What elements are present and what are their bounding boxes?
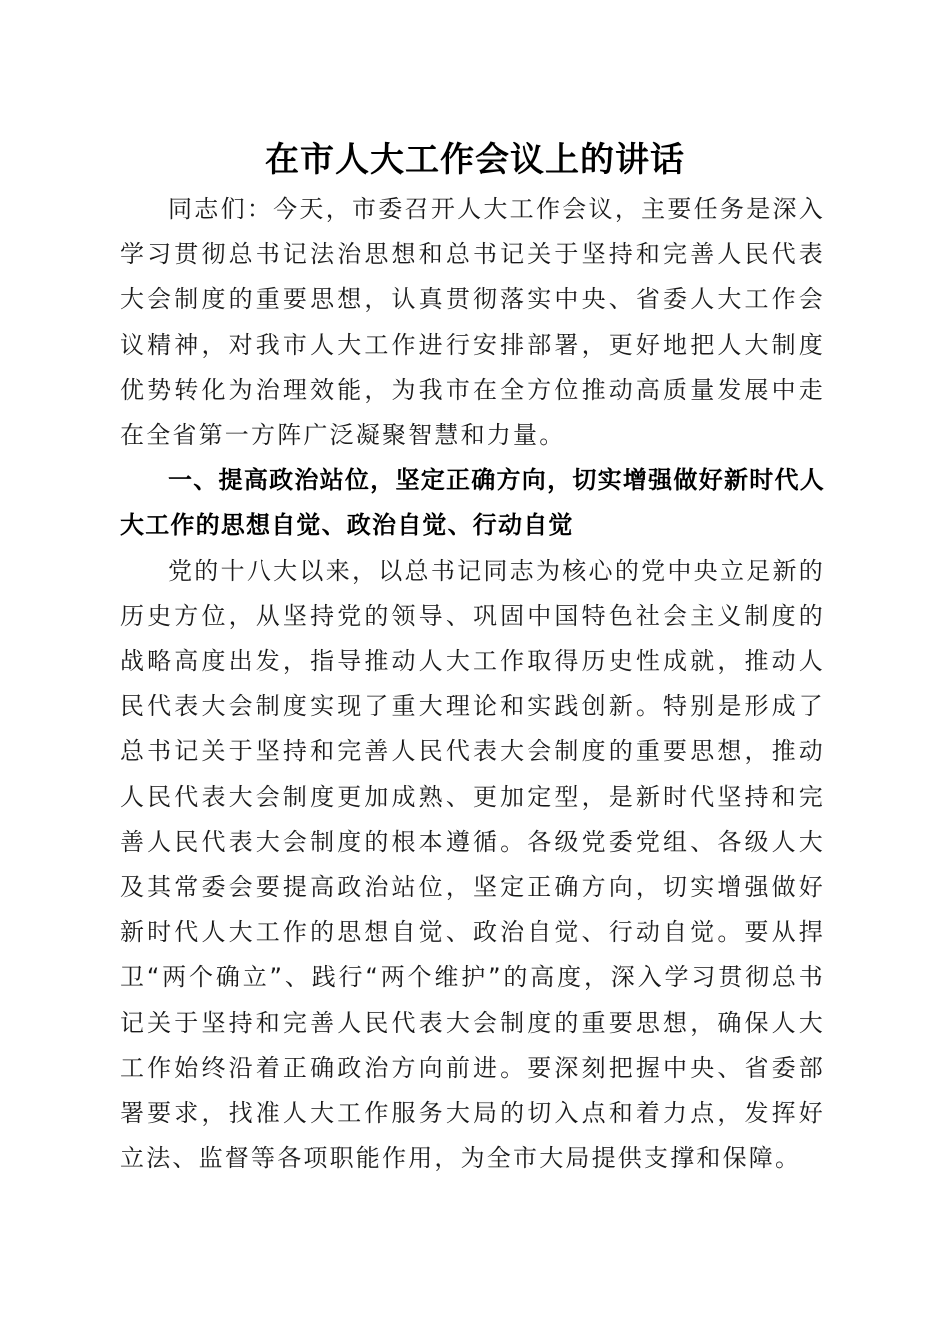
section-1-paragraph: 党的十八大以来，以总书记同志为核心的党中央立足新的历史方位，从坚持党的领导、巩固中国特色社会主义制度的战略高度出发，指导推动人大工作取得历史性成就，推动人民代表大会制度实现了重大理论和实践创新。特别是形成了总书记关于坚持和完善人民代表大会制度的重要思想，推动人民代表大会制度更加成熟、更加定型，是新时代坚持和完善人民代表大会制度的根本遵循。各级党委党组、各级人大及其常委会要提高政治站位，坚定正确方向，切实增强做好新时代人大工作的思想自觉、政治自觉、行动自觉。要从捍卫“两个确立”、践行“两个维护”的高度，深入学习贯彻总书记关于坚持和完善人民代表大会制度的重要思想，确保人大工作始终沿着正确政治方向前进。要深刻把握中央、省委部署要求，找准人大工作服务大局的切入点和着力点，发挥好立法、监督等各项职能作用，为全市大局提供支撑和保障。 xyxy=(120,556,825,1173)
opening-paragraph: 同志们：今天，市委召开人大工作会议，主要任务是深入学习贯彻总书记法治思想和总书记关于坚持和完善人民代表大会制度的重要思想，认真贯彻落实中央、省委人大工作会议精神，对我市人大工作进行安排部署，更好地把人大制度优势转化为治理效能，为我市在全方位推动高质量发展中走在全省第一方阵广泛凝聚智慧和力量。 xyxy=(120,195,825,450)
document-title: 在市人大工作会议上的讲话 xyxy=(265,140,685,180)
document-body xyxy=(120,187,825,1181)
section-heading-1: 一、提高政治站位，坚定正确方向，切实增强做好新时代人大工作的思想自觉、政治自觉、行动自觉 xyxy=(120,466,825,540)
